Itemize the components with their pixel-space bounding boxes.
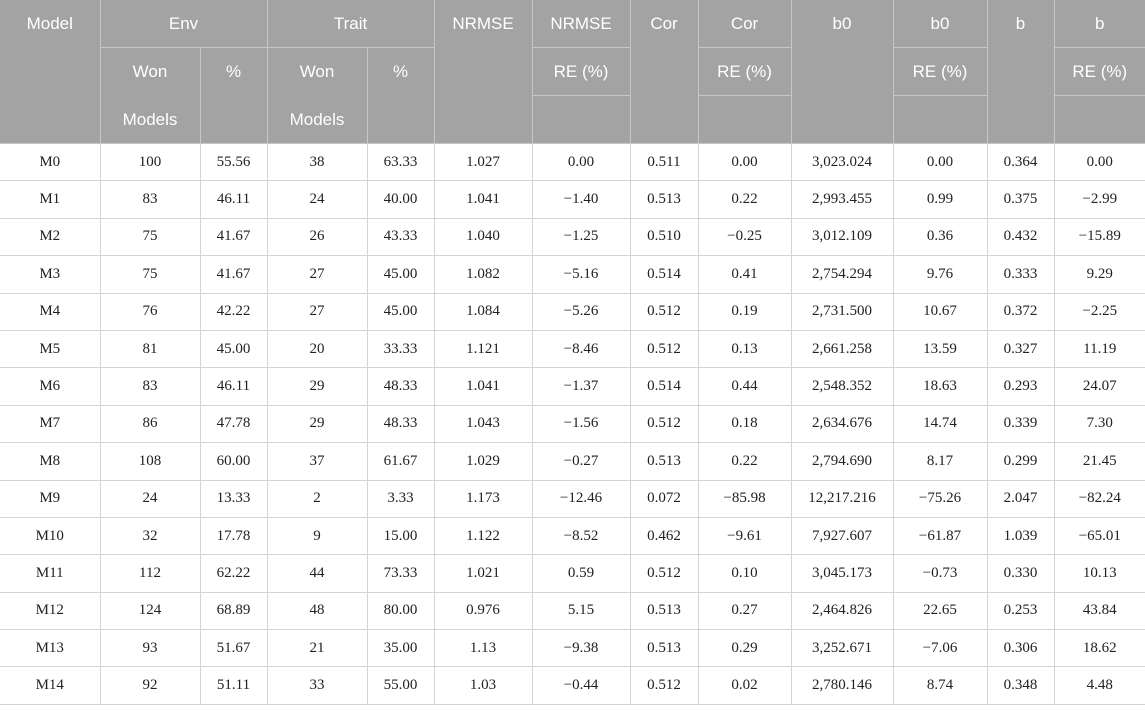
header-model: Model bbox=[0, 0, 100, 144]
cell-env-won: 75 bbox=[100, 256, 200, 293]
header-b-2: b bbox=[1054, 0, 1145, 48]
table-row bbox=[0, 517, 1145, 554]
cell-trait-won: 20 bbox=[267, 330, 367, 367]
cell-b-re: 43.84 bbox=[1054, 592, 1145, 629]
cell-cor: 0.514 bbox=[630, 256, 698, 293]
cell-b: 0.372 bbox=[987, 293, 1054, 330]
header-row-3 bbox=[0, 96, 1145, 144]
cell-nrmse-re: −8.52 bbox=[532, 517, 630, 554]
cell-nrmse: 1.027 bbox=[434, 144, 532, 181]
cell-nrmse: 1.084 bbox=[434, 293, 532, 330]
cell-b0-re: 14.74 bbox=[893, 405, 987, 442]
cell-nrmse: 1.121 bbox=[434, 330, 532, 367]
cell-b: 0.339 bbox=[987, 405, 1054, 442]
cell-b0: 7,927.607 bbox=[791, 517, 893, 554]
cell-trait-won: 38 bbox=[267, 144, 367, 181]
cell-model: M4 bbox=[0, 293, 100, 330]
cell-trait-pct: 45.00 bbox=[367, 293, 434, 330]
table-row bbox=[0, 480, 1145, 517]
cell-nrmse: 1.021 bbox=[434, 555, 532, 592]
cell-cor-re: 0.13 bbox=[698, 330, 791, 367]
cell-env-pct: 62.22 bbox=[200, 555, 267, 592]
cell-b0: 2,548.352 bbox=[791, 368, 893, 405]
table-row bbox=[0, 667, 1145, 704]
cell-b: 0.348 bbox=[987, 667, 1054, 704]
cell-trait-won: 9 bbox=[267, 517, 367, 554]
cell-b0-re: 13.59 bbox=[893, 330, 987, 367]
header-env-won: Won bbox=[100, 48, 200, 96]
cell-env-won: 32 bbox=[100, 517, 200, 554]
cell-env-pct: 68.89 bbox=[200, 592, 267, 629]
cell-cor: 0.512 bbox=[630, 330, 698, 367]
cell-env-pct: 60.00 bbox=[200, 443, 267, 480]
cell-b0-re: 10.67 bbox=[893, 293, 987, 330]
cell-b0-re: 18.63 bbox=[893, 368, 987, 405]
header-nrmse: NRMSE bbox=[434, 0, 532, 144]
cell-env-won: 24 bbox=[100, 480, 200, 517]
cell-b: 0.306 bbox=[987, 630, 1054, 667]
cell-b-re: −82.24 bbox=[1054, 480, 1145, 517]
cell-env-pct: 46.11 bbox=[200, 181, 267, 218]
cell-b: 0.327 bbox=[987, 330, 1054, 367]
cell-nrmse: 1.043 bbox=[434, 405, 532, 442]
cell-b0: 3,252.671 bbox=[791, 630, 893, 667]
cell-b0: 2,464.826 bbox=[791, 592, 893, 629]
cell-model: M8 bbox=[0, 443, 100, 480]
header-b0-re-blank bbox=[893, 96, 987, 144]
cell-b0: 12,217.216 bbox=[791, 480, 893, 517]
table-row bbox=[0, 293, 1145, 330]
cell-trait-won: 26 bbox=[267, 218, 367, 255]
cell-b-re: −65.01 bbox=[1054, 517, 1145, 554]
cell-trait-pct: 15.00 bbox=[367, 517, 434, 554]
cell-nrmse: 1.13 bbox=[434, 630, 532, 667]
cell-b: 0.432 bbox=[987, 218, 1054, 255]
cell-b-re: 10.13 bbox=[1054, 555, 1145, 592]
cell-nrmse: 0.976 bbox=[434, 592, 532, 629]
cell-nrmse-re: −0.27 bbox=[532, 443, 630, 480]
table-row bbox=[0, 256, 1145, 293]
header-cor-2: Cor bbox=[698, 0, 791, 48]
cell-model: M13 bbox=[0, 630, 100, 667]
cell-b0: 2,731.500 bbox=[791, 293, 893, 330]
cell-trait-pct: 73.33 bbox=[367, 555, 434, 592]
cell-b-re: 0.00 bbox=[1054, 144, 1145, 181]
cell-trait-pct: 40.00 bbox=[367, 181, 434, 218]
cell-model: M1 bbox=[0, 181, 100, 218]
cell-env-won: 112 bbox=[100, 555, 200, 592]
cell-cor: 0.512 bbox=[630, 667, 698, 704]
cell-env-pct: 45.00 bbox=[200, 330, 267, 367]
cell-b-re: −15.89 bbox=[1054, 218, 1145, 255]
cell-nrmse: 1.03 bbox=[434, 667, 532, 704]
cell-cor: 0.512 bbox=[630, 293, 698, 330]
header-b-re: RE (%) bbox=[1054, 48, 1145, 96]
header-b0-re: RE (%) bbox=[893, 48, 987, 96]
header-b0: b0 bbox=[791, 0, 893, 144]
header-trait-pct: % bbox=[367, 48, 434, 144]
cell-model: M3 bbox=[0, 256, 100, 293]
cell-env-pct: 13.33 bbox=[200, 480, 267, 517]
cell-b-re: 4.48 bbox=[1054, 667, 1145, 704]
cell-env-pct: 51.11 bbox=[200, 667, 267, 704]
cell-b0: 2,794.690 bbox=[791, 443, 893, 480]
cell-nrmse-re: 0.00 bbox=[532, 144, 630, 181]
header-nrmse-2: NRMSE bbox=[532, 0, 630, 48]
cell-nrmse: 1.041 bbox=[434, 368, 532, 405]
cell-trait-pct: 3.33 bbox=[367, 480, 434, 517]
cell-env-won: 83 bbox=[100, 181, 200, 218]
cell-nrmse-re: −12.46 bbox=[532, 480, 630, 517]
header-nrmse-re: RE (%) bbox=[532, 48, 630, 96]
cell-cor: 0.513 bbox=[630, 630, 698, 667]
header-b: b bbox=[987, 0, 1054, 144]
table-row bbox=[0, 144, 1145, 181]
cell-nrmse-re: −1.25 bbox=[532, 218, 630, 255]
cell-b-re: 11.19 bbox=[1054, 330, 1145, 367]
table-row bbox=[0, 592, 1145, 629]
cell-trait-won: 21 bbox=[267, 630, 367, 667]
header-b0-2: b0 bbox=[893, 0, 987, 48]
cell-env-won: 86 bbox=[100, 405, 200, 442]
cell-b: 0.330 bbox=[987, 555, 1054, 592]
cell-env-won: 81 bbox=[100, 330, 200, 367]
cell-trait-won: 29 bbox=[267, 405, 367, 442]
cell-cor-re: 0.22 bbox=[698, 443, 791, 480]
cell-cor-re: 0.41 bbox=[698, 256, 791, 293]
cell-trait-pct: 61.67 bbox=[367, 443, 434, 480]
cell-trait-won: 37 bbox=[267, 443, 367, 480]
cell-b: 0.299 bbox=[987, 443, 1054, 480]
header-cor-re: RE (%) bbox=[698, 48, 791, 96]
cell-env-won: 100 bbox=[100, 144, 200, 181]
cell-model: M11 bbox=[0, 555, 100, 592]
cell-b0: 3,045.173 bbox=[791, 555, 893, 592]
cell-b-re: 18.62 bbox=[1054, 630, 1145, 667]
cell-model: M6 bbox=[0, 368, 100, 405]
cell-trait-pct: 33.33 bbox=[367, 330, 434, 367]
cell-trait-pct: 43.33 bbox=[367, 218, 434, 255]
cell-env-won: 124 bbox=[100, 592, 200, 629]
cell-cor-re: 0.02 bbox=[698, 667, 791, 704]
cell-cor-re: 0.00 bbox=[698, 144, 791, 181]
cell-cor: 0.514 bbox=[630, 368, 698, 405]
cell-model: M0 bbox=[0, 144, 100, 181]
cell-trait-pct: 45.00 bbox=[367, 256, 434, 293]
cell-b-re: −2.99 bbox=[1054, 181, 1145, 218]
table-header bbox=[0, 0, 1145, 144]
header-b-re-blank bbox=[1054, 96, 1145, 144]
cell-cor-re: 0.10 bbox=[698, 555, 791, 592]
cell-trait-won: 27 bbox=[267, 256, 367, 293]
cell-cor: 0.512 bbox=[630, 405, 698, 442]
cell-env-pct: 51.67 bbox=[200, 630, 267, 667]
cell-trait-pct: 48.33 bbox=[367, 368, 434, 405]
cell-cor-re: 0.44 bbox=[698, 368, 791, 405]
cell-nrmse-re: −8.46 bbox=[532, 330, 630, 367]
cell-b-re: 9.29 bbox=[1054, 256, 1145, 293]
cell-cor: 0.510 bbox=[630, 218, 698, 255]
header-env-models: Models bbox=[100, 96, 200, 144]
cell-env-pct: 17.78 bbox=[200, 517, 267, 554]
cell-nrmse-re: −5.26 bbox=[532, 293, 630, 330]
cell-b-re: −2.25 bbox=[1054, 293, 1145, 330]
table-row bbox=[0, 330, 1145, 367]
cell-cor: 0.072 bbox=[630, 480, 698, 517]
cell-nrmse: 1.082 bbox=[434, 256, 532, 293]
cell-trait-won: 24 bbox=[267, 181, 367, 218]
cell-cor: 0.512 bbox=[630, 555, 698, 592]
cell-model: M14 bbox=[0, 667, 100, 704]
cell-trait-won: 44 bbox=[267, 555, 367, 592]
cell-b0-re: −75.26 bbox=[893, 480, 987, 517]
cell-b0: 2,661.258 bbox=[791, 330, 893, 367]
cell-b0-re: 8.74 bbox=[893, 667, 987, 704]
cell-env-won: 76 bbox=[100, 293, 200, 330]
cell-env-pct: 42.22 bbox=[200, 293, 267, 330]
cell-b0-re: −61.87 bbox=[893, 517, 987, 554]
cell-b0-re: 22.65 bbox=[893, 592, 987, 629]
cell-b: 0.375 bbox=[987, 181, 1054, 218]
cell-env-won: 75 bbox=[100, 218, 200, 255]
cell-cor: 0.513 bbox=[630, 181, 698, 218]
cell-env-won: 93 bbox=[100, 630, 200, 667]
cell-trait-pct: 80.00 bbox=[367, 592, 434, 629]
cell-env-pct: 55.56 bbox=[200, 144, 267, 181]
cell-b: 1.039 bbox=[987, 517, 1054, 554]
cell-cor-re: 0.18 bbox=[698, 405, 791, 442]
cell-env-pct: 41.67 bbox=[200, 256, 267, 293]
cell-env-won: 108 bbox=[100, 443, 200, 480]
cell-trait-won: 27 bbox=[267, 293, 367, 330]
table-row bbox=[0, 181, 1145, 218]
cell-nrmse: 1.041 bbox=[434, 181, 532, 218]
cell-cor: 0.462 bbox=[630, 517, 698, 554]
cell-b0: 3,023.024 bbox=[791, 144, 893, 181]
cell-cor-re: 0.27 bbox=[698, 592, 791, 629]
cell-cor-re: −0.25 bbox=[698, 218, 791, 255]
cell-cor: 0.511 bbox=[630, 144, 698, 181]
cell-b0: 2,780.146 bbox=[791, 667, 893, 704]
cell-trait-won: 48 bbox=[267, 592, 367, 629]
cell-b0-re: 0.36 bbox=[893, 218, 987, 255]
cell-cor-re: −85.98 bbox=[698, 480, 791, 517]
cell-cor-re: 0.22 bbox=[698, 181, 791, 218]
cell-trait-pct: 55.00 bbox=[367, 667, 434, 704]
cell-nrmse: 1.040 bbox=[434, 218, 532, 255]
cell-b: 2.047 bbox=[987, 480, 1054, 517]
cell-trait-won: 2 bbox=[267, 480, 367, 517]
cell-b0-re: −0.73 bbox=[893, 555, 987, 592]
cell-nrmse: 1.029 bbox=[434, 443, 532, 480]
cell-cor: 0.513 bbox=[630, 592, 698, 629]
header-cor: Cor bbox=[630, 0, 698, 144]
header-nrmse-re-blank bbox=[532, 96, 630, 144]
cell-b0: 2,634.676 bbox=[791, 405, 893, 442]
cell-b0: 3,012.109 bbox=[791, 218, 893, 255]
table-row bbox=[0, 630, 1145, 667]
cell-b0-re: 8.17 bbox=[893, 443, 987, 480]
cell-trait-pct: 48.33 bbox=[367, 405, 434, 442]
cell-nrmse-re: −1.37 bbox=[532, 368, 630, 405]
header-row-2 bbox=[0, 48, 1145, 96]
cell-b0: 2,754.294 bbox=[791, 256, 893, 293]
table-body bbox=[0, 144, 1145, 705]
cell-nrmse-re: −0.44 bbox=[532, 667, 630, 704]
cell-nrmse-re: −1.40 bbox=[532, 181, 630, 218]
table-row bbox=[0, 555, 1145, 592]
cell-cor: 0.513 bbox=[630, 443, 698, 480]
cell-nrmse-re: −5.16 bbox=[532, 256, 630, 293]
cell-model: M7 bbox=[0, 405, 100, 442]
cell-nrmse: 1.173 bbox=[434, 480, 532, 517]
cell-b0: 2,993.455 bbox=[791, 181, 893, 218]
header-trait-won: Won bbox=[267, 48, 367, 96]
cell-b0-re: 0.99 bbox=[893, 181, 987, 218]
header-env: Env bbox=[100, 0, 267, 48]
cell-b-re: 7.30 bbox=[1054, 405, 1145, 442]
cell-model: M5 bbox=[0, 330, 100, 367]
header-row-1 bbox=[0, 0, 1145, 48]
cell-nrmse: 1.122 bbox=[434, 517, 532, 554]
cell-nrmse-re: −9.38 bbox=[532, 630, 630, 667]
header-trait: Trait bbox=[267, 0, 434, 48]
cell-trait-won: 29 bbox=[267, 368, 367, 405]
cell-model: M10 bbox=[0, 517, 100, 554]
table-row bbox=[0, 368, 1145, 405]
cell-b-re: 21.45 bbox=[1054, 443, 1145, 480]
cell-b0-re: −7.06 bbox=[893, 630, 987, 667]
cell-env-won: 83 bbox=[100, 368, 200, 405]
cell-b: 0.293 bbox=[987, 368, 1054, 405]
cell-cor-re: 0.19 bbox=[698, 293, 791, 330]
cell-env-pct: 46.11 bbox=[200, 368, 267, 405]
cell-cor-re: 0.29 bbox=[698, 630, 791, 667]
header-trait-models: Models bbox=[267, 96, 367, 144]
cell-trait-pct: 63.33 bbox=[367, 144, 434, 181]
cell-env-pct: 41.67 bbox=[200, 218, 267, 255]
cell-env-won: 92 bbox=[100, 667, 200, 704]
cell-cor-re: −9.61 bbox=[698, 517, 791, 554]
cell-b0-re: 9.76 bbox=[893, 256, 987, 293]
header-cor-re-blank bbox=[698, 96, 791, 144]
cell-nrmse-re: −1.56 bbox=[532, 405, 630, 442]
cell-b: 0.333 bbox=[987, 256, 1054, 293]
cell-b0-re: 0.00 bbox=[893, 144, 987, 181]
header-env-pct: % bbox=[200, 48, 267, 144]
table-row bbox=[0, 443, 1145, 480]
cell-nrmse-re: 5.15 bbox=[532, 592, 630, 629]
cell-env-pct: 47.78 bbox=[200, 405, 267, 442]
table-row bbox=[0, 218, 1145, 255]
cell-b: 0.364 bbox=[987, 144, 1054, 181]
cell-b-re: 24.07 bbox=[1054, 368, 1145, 405]
cell-b: 0.253 bbox=[987, 592, 1054, 629]
table-row bbox=[0, 405, 1145, 442]
cell-model: M2 bbox=[0, 218, 100, 255]
cell-model: M12 bbox=[0, 592, 100, 629]
cell-trait-won: 33 bbox=[267, 667, 367, 704]
cell-trait-pct: 35.00 bbox=[367, 630, 434, 667]
cell-model: M9 bbox=[0, 480, 100, 517]
cell-nrmse-re: 0.59 bbox=[532, 555, 630, 592]
